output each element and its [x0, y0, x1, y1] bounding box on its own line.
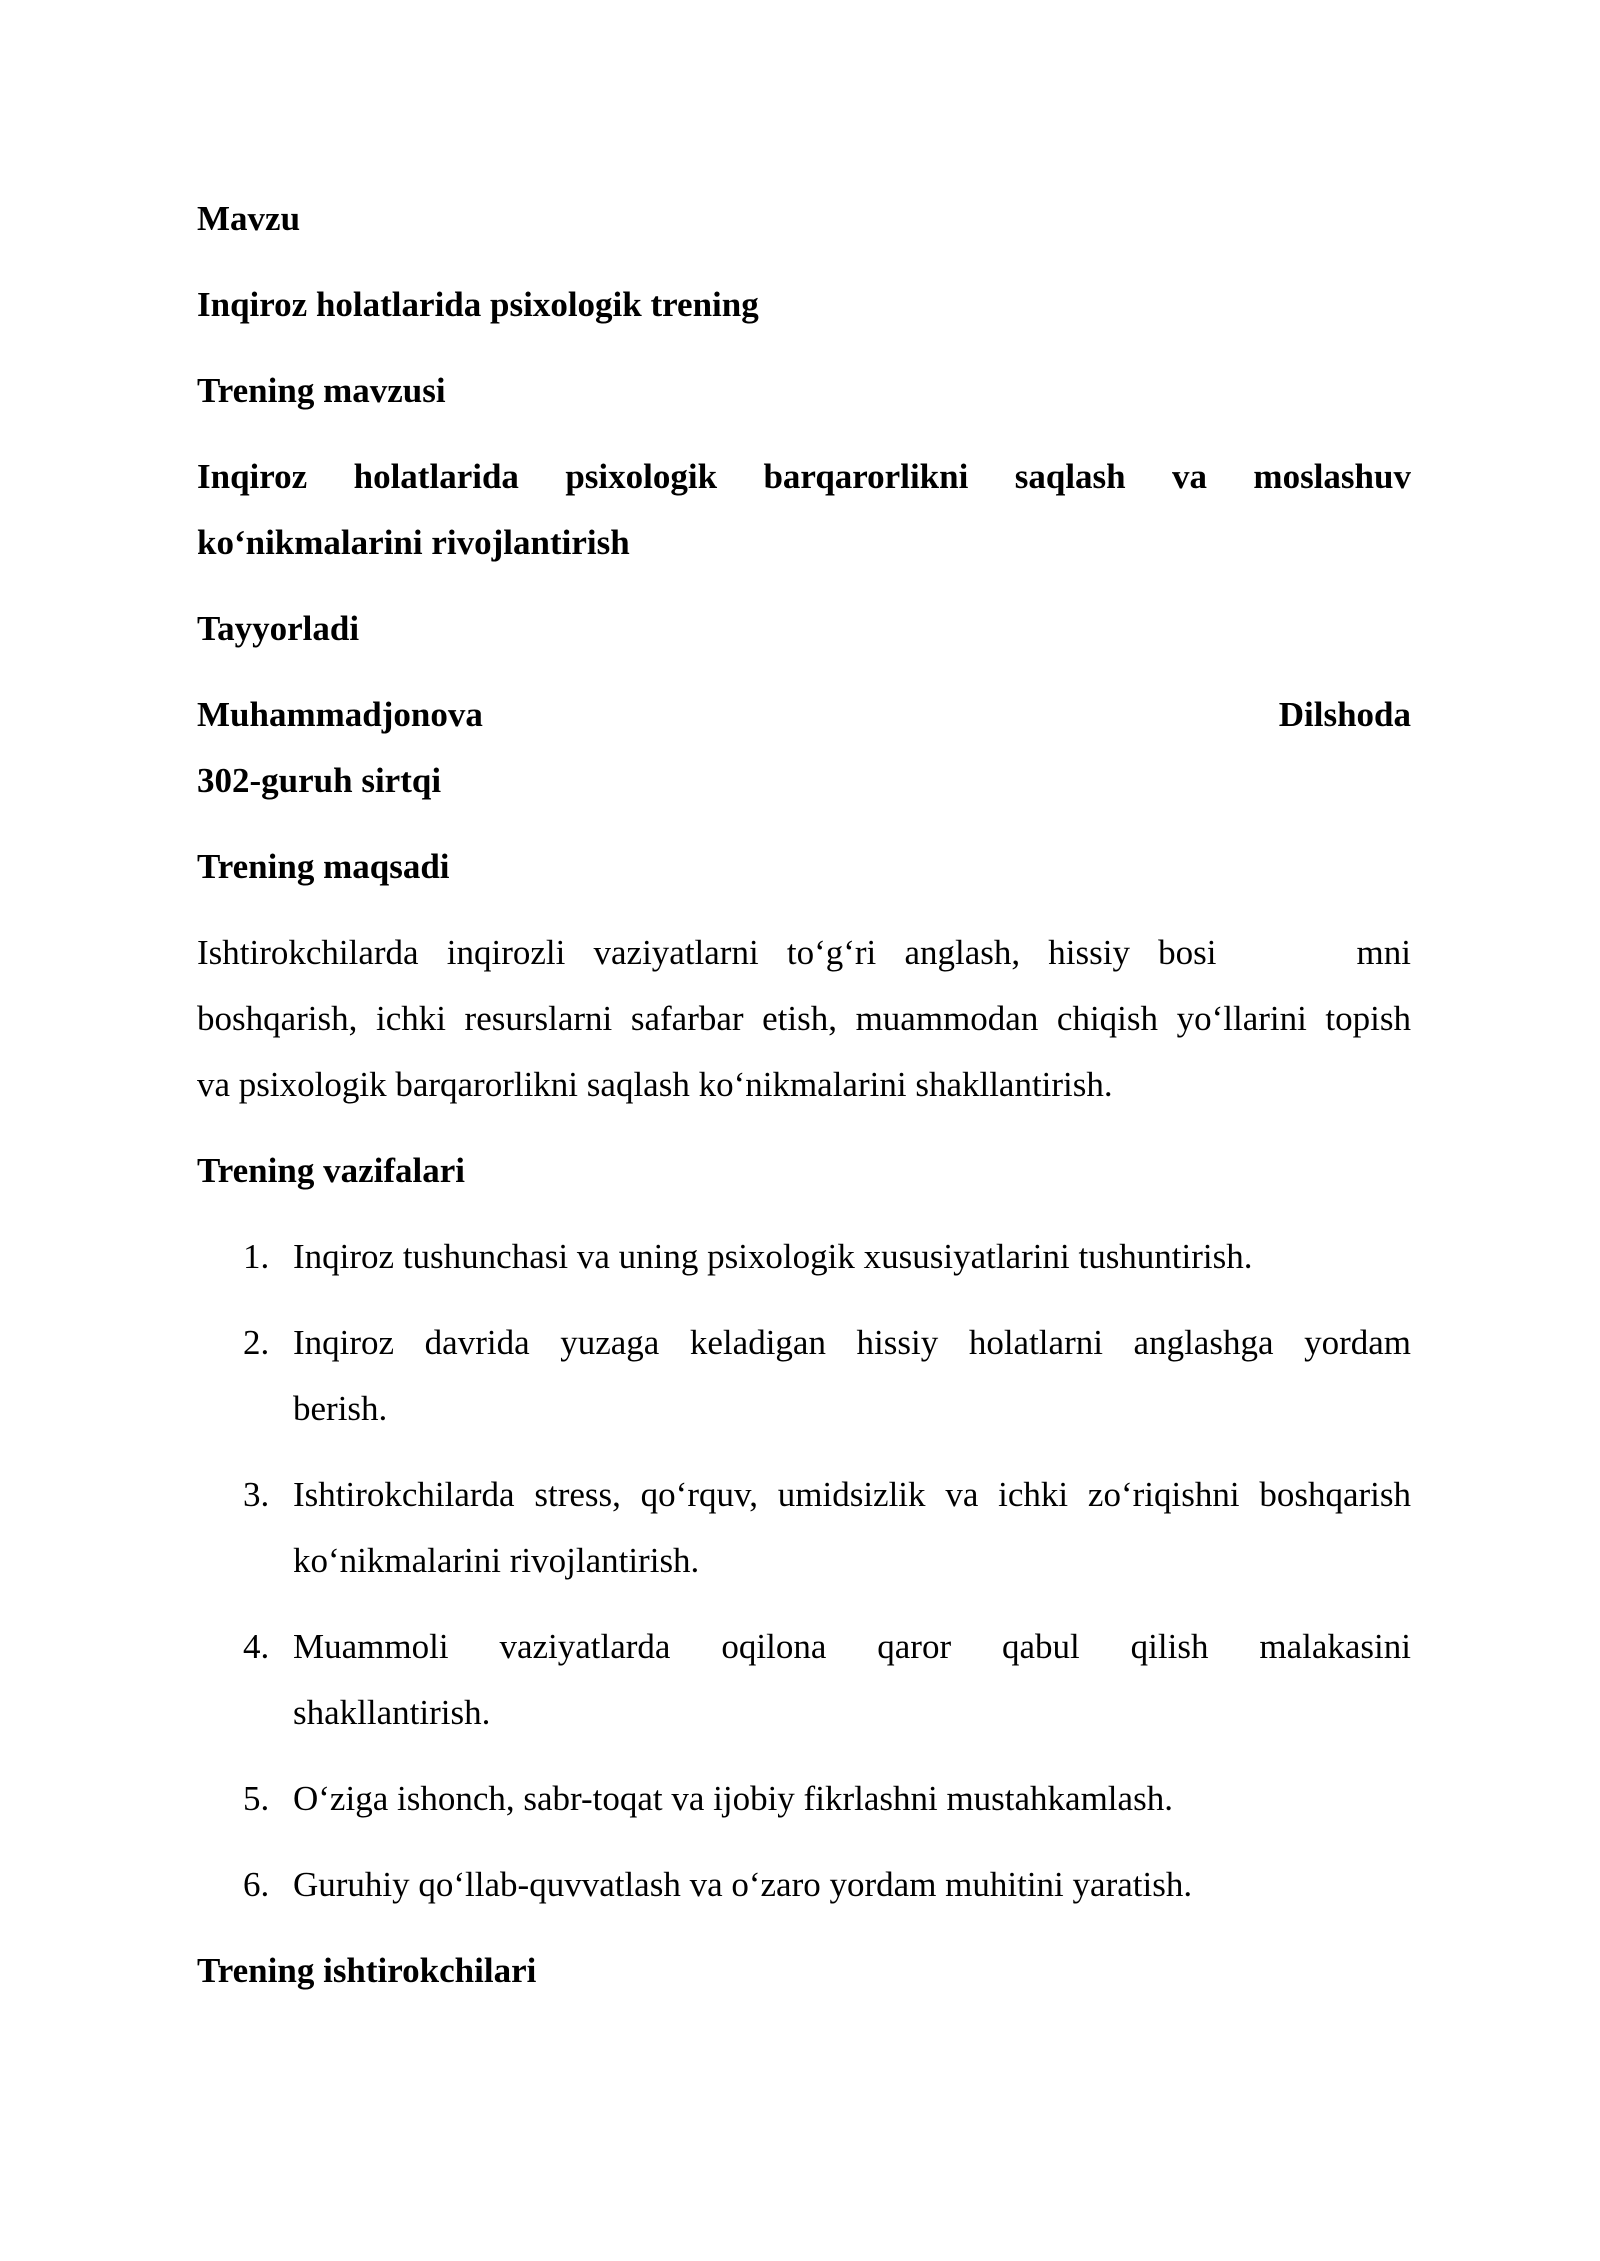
task-text-line-1: O‘ziga ishonch, sabr-toqat va ijobiy fikrlashni mustahkamlash. — [293, 1779, 1173, 1818]
goal-line-1 — [197, 920, 1411, 986]
topic-label: Trening mavzusi — [197, 371, 446, 410]
goal-word: vaziyatlarni — [593, 933, 759, 972]
author-group: 302-guruh sirtqi — [197, 761, 442, 800]
task-text-line-1: Inqiroz tushunchasi va uning psixologik xususiyatlarini tushuntirish. — [293, 1237, 1253, 1276]
task-item-1 — [197, 1224, 1411, 1290]
task-text-line-1: Ishtirokchilarda stress, qo‘rquv, umidsizlik va ichki zo‘riqishni boshqarish — [293, 1475, 1411, 1514]
author-block — [197, 682, 1411, 814]
task-item-4 — [197, 1614, 1411, 1746]
task-number: 4. — [243, 1627, 270, 1666]
topic-line-1: Inqiroz holatlarida psixologik barqarorlikni saqlash va moslashuv — [197, 457, 1411, 496]
prepared-label: Tayyorladi — [197, 609, 360, 648]
goal-word: hissiy — [1048, 933, 1130, 972]
task-number: 3. — [243, 1475, 270, 1514]
tasks-label: Trening vazifalari — [197, 1151, 465, 1190]
mavzu-label: Mavzu — [197, 199, 301, 238]
task-text-line-1: Inqiroz davrida yuzaga keladigan hissiy holatlarni anglashga yordam — [293, 1323, 1411, 1362]
task-text-line-1: Guruhiy qo‘llab-quvvatlash va o‘zaro yordam muhitini yaratish. — [293, 1865, 1193, 1904]
task-text-line-2: shakllantirish. — [293, 1693, 491, 1732]
task-number: 5. — [243, 1779, 270, 1818]
goal-word: bosi — [1158, 933, 1217, 972]
task-item-5 — [197, 1766, 1411, 1832]
topic-line-2: ko‘nikmalarini rivojlantirish — [197, 523, 630, 562]
goal-word: inqirozli — [446, 933, 566, 972]
participants-label: Trening ishtirokchilari — [197, 1951, 537, 1990]
author-surname: Muhammadjonova — [197, 695, 483, 734]
task-number: 2. — [243, 1323, 270, 1362]
goal-word: Ishtirokchilarda — [197, 933, 419, 972]
document-page — [197, 186, 1411, 2024]
task-number: 1. — [243, 1237, 270, 1276]
document-title: Inqiroz holatlarida psixologik trening — [197, 285, 759, 324]
goal-line-1-left — [197, 920, 1217, 986]
goal-line-1-right: mni — [1356, 933, 1411, 972]
task-text-line-2: ko‘nikmalarini rivojlantirish. — [293, 1541, 700, 1580]
goal-word: anglash, — [904, 933, 1021, 972]
author-first-name: Dilshoda — [1278, 695, 1411, 734]
goal-paragraph — [197, 920, 1411, 1118]
task-number: 6. — [243, 1865, 270, 1904]
task-item-6 — [197, 1852, 1411, 1918]
author-name-row — [197, 682, 1411, 748]
task-item-3 — [197, 1462, 1411, 1594]
goal-word: to‘g‘ri — [786, 933, 877, 972]
task-text-line-2: berish. — [293, 1389, 388, 1428]
goal-line-gap — [1217, 920, 1357, 986]
topic-text — [197, 444, 1411, 576]
goal-label: Trening maqsadi — [197, 847, 450, 886]
task-item-2 — [197, 1310, 1411, 1442]
task-text-line-1: Muammoli vaziyatlarda oqilona qaror qabul qilish malakasini — [293, 1627, 1411, 1666]
goal-line-2: boshqarish, ichki resurslarni safarbar etish, muammodan chiqish yo‘llarini topish — [197, 999, 1411, 1038]
goal-line-3: va psixologik barqarorlikni saqlash ko‘nikmalarini shakllantirish. — [197, 1065, 1113, 1104]
tasks-list — [197, 1224, 1411, 1918]
